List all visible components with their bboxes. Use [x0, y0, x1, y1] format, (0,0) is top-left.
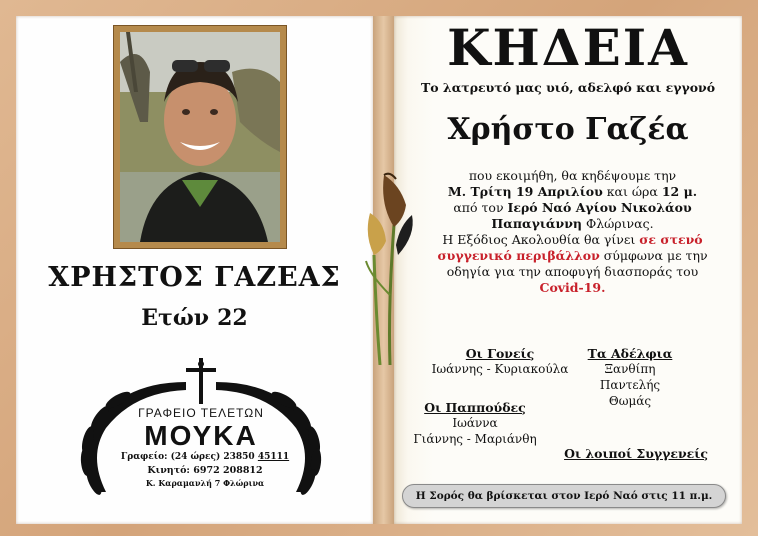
body-line-8 — [410, 280, 735, 296]
service-text: Η Εξόδιος Ακολουθία θα γίνει — [442, 232, 640, 247]
portrait-image — [120, 32, 280, 242]
age-label: Ετών — [141, 305, 210, 331]
body-line-1: που εκοιμήθη, θα κηδέψουμε την — [468, 168, 677, 183]
service-red-1: σε στενό — [639, 232, 703, 247]
time-connector: και ώρα — [602, 184, 662, 199]
grandparent-2: Γιάννης - Μαριάνθη — [413, 432, 537, 446]
sibling-1: Ξανθίπη — [604, 362, 656, 376]
siblings-title: Τα Αδέλφια — [587, 346, 673, 361]
covid-text: Covid-19. — [539, 280, 606, 295]
body-line-2 — [410, 184, 735, 200]
deceased-name-script: Χρήστο Γαζέα — [447, 112, 689, 147]
body-line-7: οδηγία για την αποφυγή διασποράς του — [446, 264, 699, 279]
body-line-5 — [410, 232, 735, 248]
logo-mobile-phone: Κινητό: 6972 208812 — [147, 465, 263, 476]
church-prefix: από τον — [453, 200, 508, 215]
logo-name: ΜΟΥΚΑ — [144, 420, 258, 451]
age-value: 22 — [217, 305, 248, 331]
body-line-4 — [410, 216, 735, 232]
parents-title: Οι Γονείς — [465, 346, 535, 361]
funeral-home-logo — [66, 352, 336, 502]
other-relatives: Οι λοιποί Συγγενείς — [564, 446, 708, 461]
sibling-2: Παντελής — [599, 378, 661, 392]
grandparents-title: Οι Παππούδες — [424, 400, 526, 415]
announcement-title: ΚΗΔΕΙΑ — [447, 18, 689, 77]
service-text-2: σύμφωνα με την — [599, 248, 708, 263]
city-text: Φλώρινας. — [581, 216, 654, 231]
date-text: Μ. Τρίτη 19 Απριλίου — [447, 184, 603, 199]
intro-line: Το λατρευτό μας υιό, αδελφό και εγγονό — [420, 80, 716, 95]
announcement-body — [410, 168, 735, 296]
church-name-cont: Παπαγιάννη — [491, 216, 582, 231]
portrait-photo — [114, 26, 286, 248]
body-line-3 — [410, 200, 735, 216]
logo-subtitle: ΓΡΑΦΕΙΟ ΤΕΛΕΤΩΝ — [138, 406, 264, 420]
office-phone-label: Γραφείο: (24 ώρες) 23850 — [120, 452, 255, 462]
body-line-6 — [410, 248, 735, 264]
footer-note: Η Σορός θα βρίσκεται στον Ιερό Ναό στις 11 π.μ. — [402, 484, 726, 508]
sibling-3: Θωμάς — [608, 394, 652, 408]
office-phone-tail: 45111 — [257, 452, 290, 462]
age-line — [16, 305, 373, 331]
grandparent-1: Ιωάννα — [452, 416, 498, 430]
church-name: Ιερό Ναό Αγίου Νικολάου — [507, 200, 692, 215]
time-text: 12 μ. — [661, 184, 698, 199]
deceased-name-heading: ΧΡΗΣΤΟΣ ΓΑΖΕΑΣ — [48, 262, 341, 293]
parents-names: Ιωάννης - Κυριακούλα — [431, 362, 569, 376]
service-red-2: συγγενικό περιβάλλον — [437, 248, 600, 263]
logo-address: Κ. Καραμανλή 7 Φλώρινα — [145, 478, 265, 488]
logo-office-phone — [110, 452, 300, 462]
